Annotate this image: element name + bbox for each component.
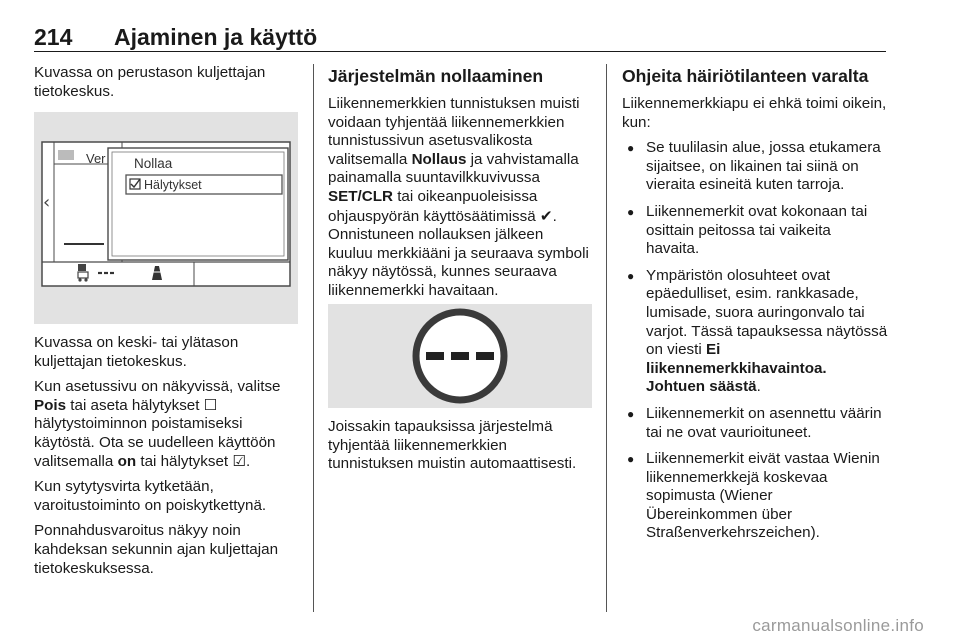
column-1-continued: [34, 334, 298, 585]
list-item: ● Se tuulilasin alue, jossa etukamera sijaitsee, on likainen tai siinä on vieraita esineitä kuten tarroja.: [622, 139, 888, 195]
chevron-left-icon: ‹: [43, 192, 51, 213]
col1-paragraph: Kuvassa on keski- tai ylätason kuljettajan tietokeskus.: [34, 334, 239, 370]
col2-paragraph: Liikennemerkkien tunnistuksen muisti voidaan tyhjentää liikennemerkkien tunnistussivun asetusvalikosta valitsemalla Nollaus ja vahvistamalla painamalla suuntavilkkuvivussa SET/CLR tai oikeanpuoleisissa ohjauspyörän käyttösäätimissä ✔. Onnistuneen nollauksen jälkeen kuuluu merkkiääni ja seuraava symboli näkyy näytössä, kunnes seuraava liikennemerkki havaitaan.: [328, 95, 589, 299]
column-2: [328, 64, 592, 308]
column-3: [622, 64, 888, 551]
list-item: ● Liikennemerkit eivät vastaa Wienin liikennemerkkejä koskevaa sopimusta (Wiener Übereinkommen über Straßenverkehrszeichen).: [622, 450, 888, 543]
menu-item-label: Hälytykset: [144, 178, 202, 192]
column-divider: [313, 64, 314, 612]
column-2-continued: [328, 418, 592, 474]
section-heading: Järjestelmän nollaaminen: [328, 66, 544, 86]
reset-symbol-figure: [328, 304, 592, 408]
col1-paragraph: Kun sytytysvirta kytketään, varoitustoiminto on poiskytkettynä.: [34, 478, 267, 514]
list-item: ● Liikennemerkit on asennettu väärin tai ne ovat vaurioituneet.: [622, 405, 888, 442]
fault-conditions-list: [622, 139, 888, 543]
column-divider: [606, 64, 607, 612]
col3-intro: Liikennemerkkiapu ei ehkä toimi oikein, kun:: [622, 95, 887, 131]
driver-info-center-illustration: [34, 112, 298, 324]
watermark: carmanualsonline.info: [752, 616, 924, 635]
no-sign-detected-icon: [328, 304, 592, 408]
menu-title: Nollaa: [134, 156, 173, 171]
col1-paragraph: Kun asetussivu on näkyvissä, valitse Pois tai aseta hälytykset ☐ hälytystoiminnon poistamiseksi käytöstä. Ota se uudelleen käyttöön valitsemalla on tai hälytykset ☑.: [34, 378, 281, 470]
section-heading: Ohjeita häiriötilanteen varalta: [622, 66, 869, 86]
driver-info-center-figure: [34, 112, 298, 324]
checkmark-icon: ✔: [539, 206, 553, 225]
page-number: 214: [34, 24, 73, 50]
col1-paragraph: Ponnahdusvaroitus näkyy noin kahdeksan sekunnin ajan kuljettajan tietokeskuksessa.: [34, 522, 279, 577]
page-header: [34, 18, 886, 52]
col1-intro: Kuvassa on perustason kuljettajan tietokeskus.: [34, 64, 266, 100]
column-1: [34, 64, 298, 108]
ver-label: Ver: [86, 151, 106, 166]
list-item: ● Ympäristön olosuhteet ovat epäedulliset, esim. rankkasade, lumisade, suora auringonvalo tai varjot. Tässä tapauksessa näytössä on viesti Ei liikennemerkkihavaintoa. Johtuen säästä.: [622, 267, 888, 397]
list-item: ● Liikennemerkit ovat kokonaan tai osittain peitossa tai vaikeita havaita.: [622, 203, 888, 259]
col2-paragraph: Joissakin tapauksissa järjestelmä tyhjentää liikennemerkkien tunnistuksen muistin automaattisesti.: [328, 418, 577, 473]
chapter-title: Ajaminen ja käyttö: [114, 24, 318, 50]
sign-icon: [58, 150, 74, 160]
